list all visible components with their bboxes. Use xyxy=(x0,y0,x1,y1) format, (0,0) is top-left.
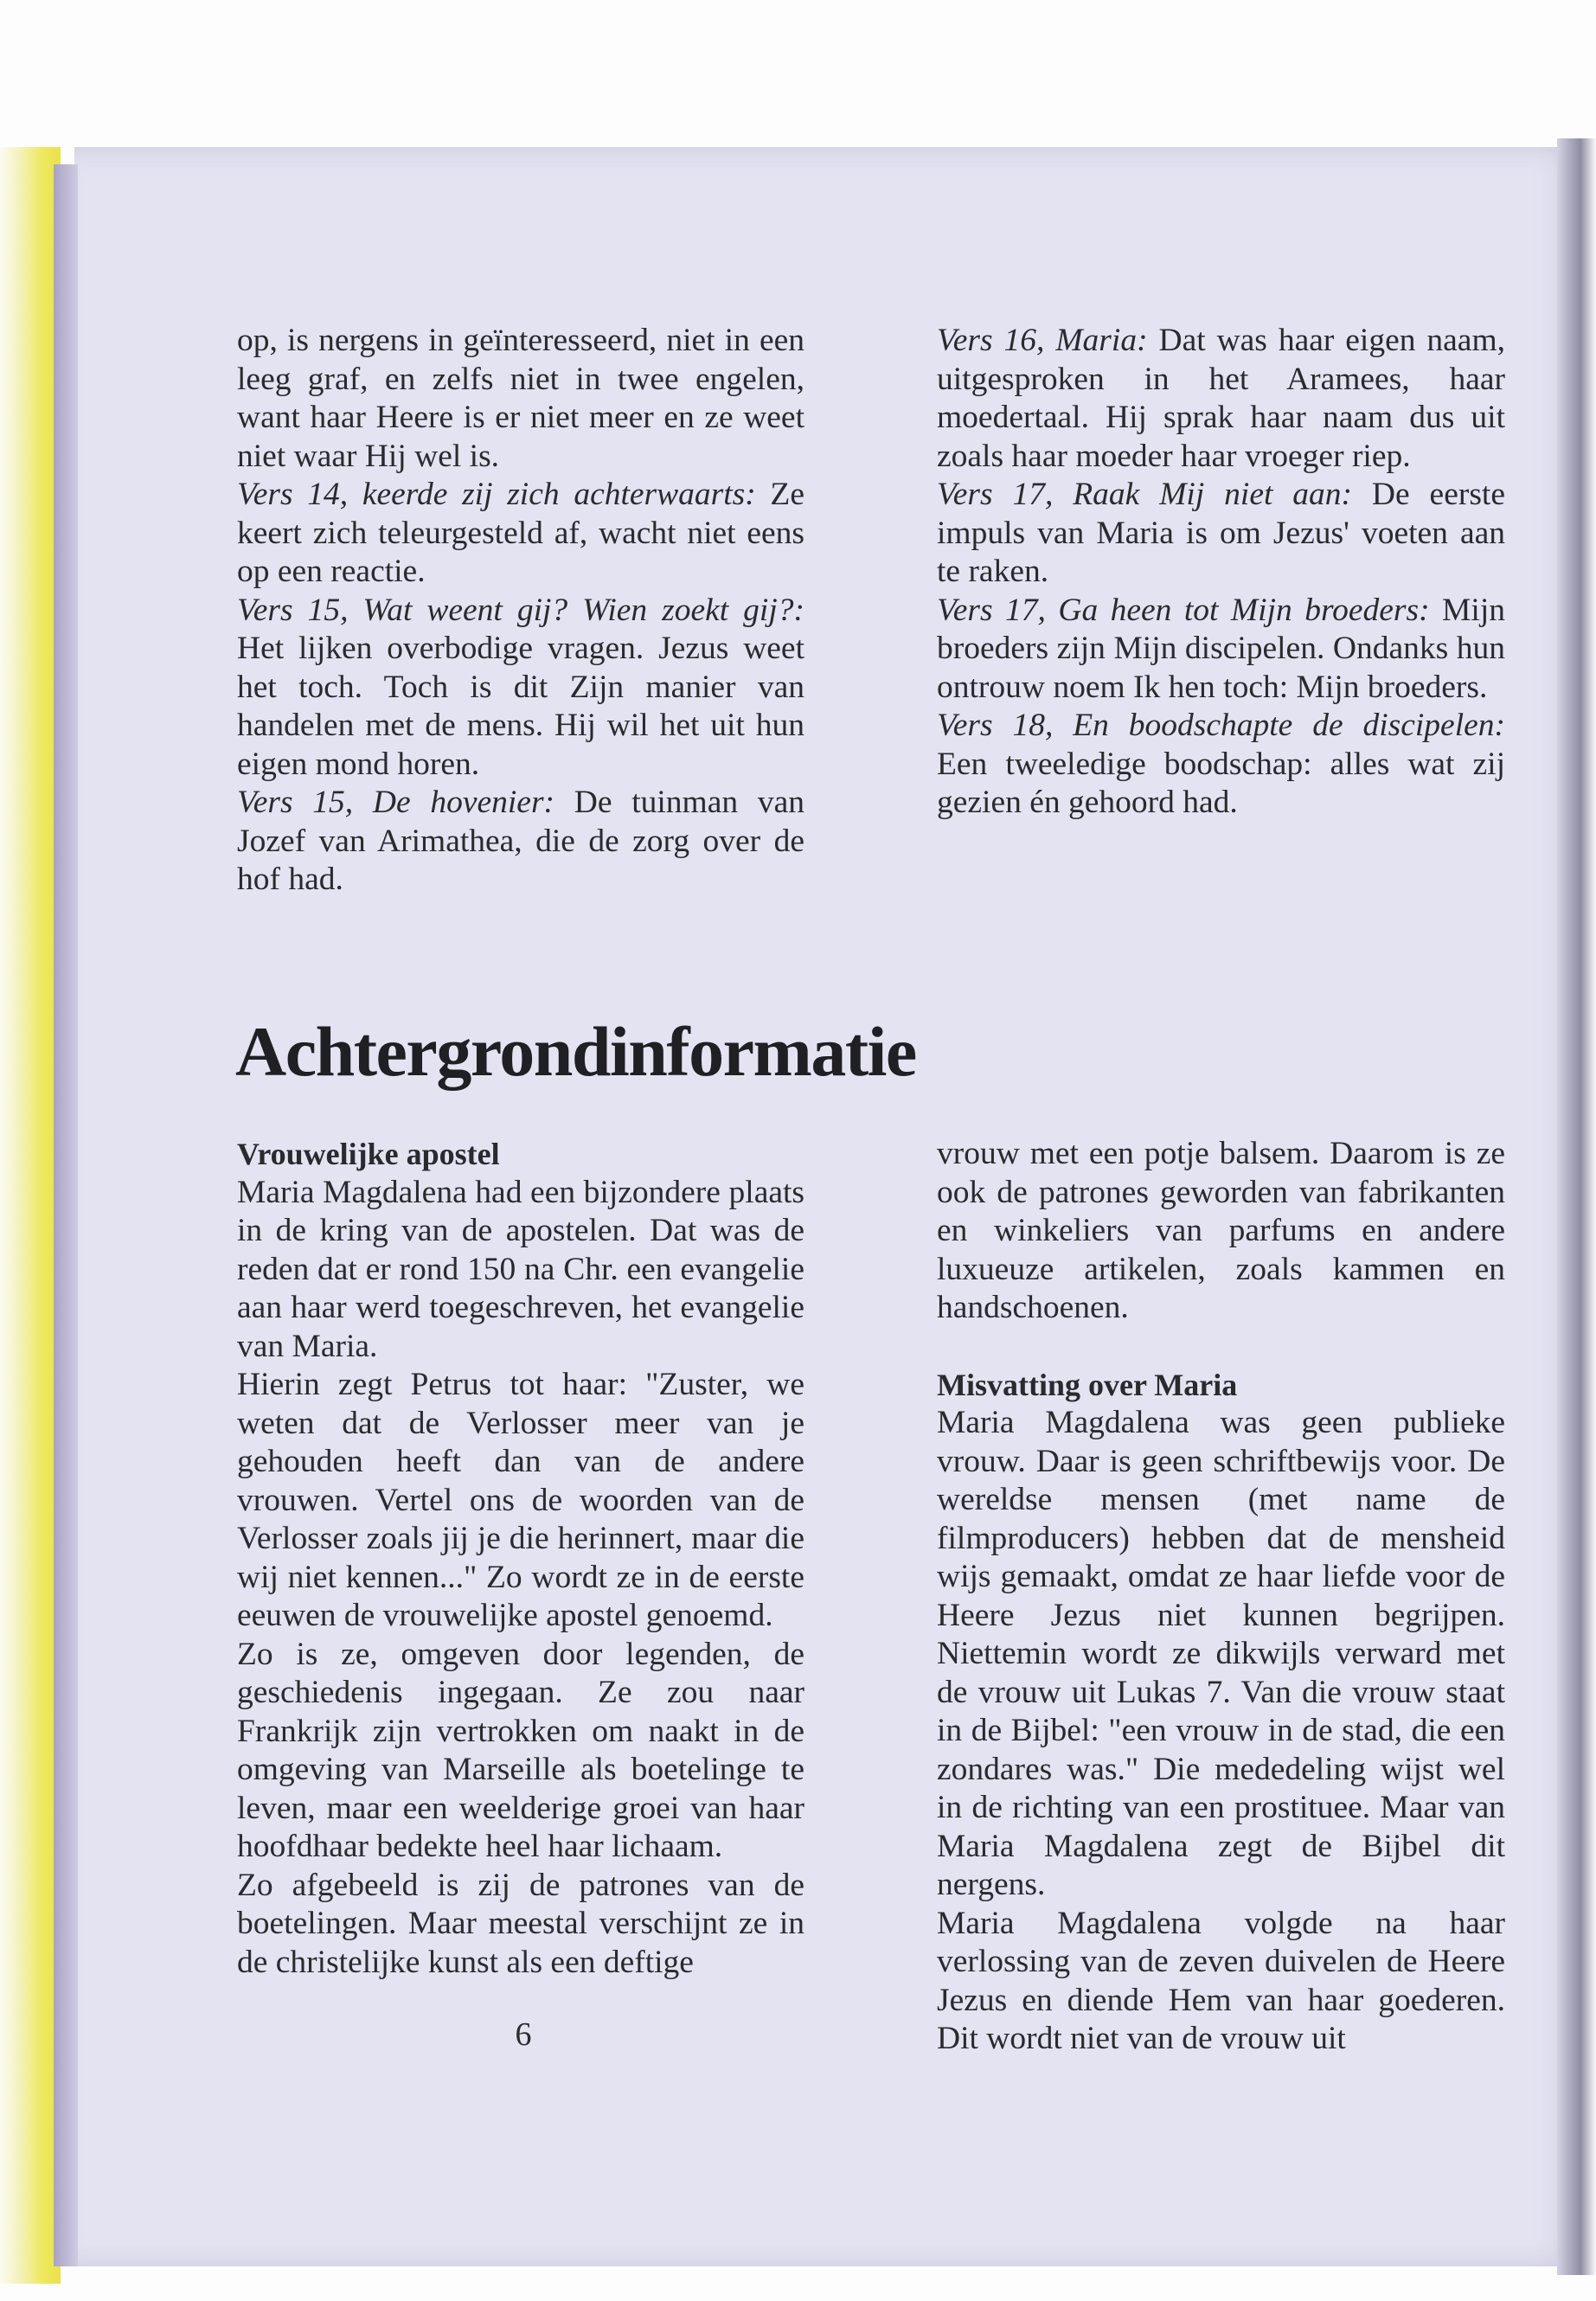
spacer xyxy=(937,1328,1505,1366)
column-top-right xyxy=(937,322,1505,823)
paragraph xyxy=(237,592,804,785)
paragraph: Maria Magdalena volgde na haar verlossing van de zeven duivelen de Heere Jezus en diende Hem van haar goederen. Dit wordt niet van de vrouw uit xyxy=(937,1905,1505,2056)
verse-text: Mijn broeders zijn Mijn discipelen. Ondanks hun ontrouw noem Ik hen toch: Mijn broeders. xyxy=(937,592,1505,705)
paragraph: vrouw met een potje balsem. Daarom is ze ook de patrones geworden van fabrikanten en winkeliers van parfums en andere luxueuze artikelen, zoals kammen en handschoenen. xyxy=(937,1136,1505,1325)
verse-text: Dat was haar eigen naam, uitgesproken in het Aramees, haar moedertaal. Hij sprak haar naam dus uit zoals haar moeder haar vroeger riep. xyxy=(937,323,1505,474)
subheading: Vrouwelijke apostel xyxy=(237,1137,500,1171)
paragraph: Maria Magdalena had een bijzondere plaats in de kring van de apostelen. Dat was de reden dat er rond 150 na Chr. een evangelie aan haar werd toegeschreven, het evangelie van Maria. xyxy=(237,1174,804,1364)
page-number: 6 xyxy=(515,2016,532,2053)
verse-text: De eerste impuls van Maria is om Jezus' voeten aan te raken. xyxy=(937,477,1505,589)
paragraph xyxy=(937,592,1505,708)
verse-label: Vers 15, De hovenier: xyxy=(237,785,555,820)
subheading: Misvatting over Maria xyxy=(937,1367,1238,1402)
verse-text: Het lijken overbodige vragen. Jezus weet het toch. Toch is dit Zijn manier van handelen met de mens. Hij wil het uit hun eigen mond horen. xyxy=(237,631,804,782)
paragraph xyxy=(237,476,804,592)
paragraph xyxy=(937,707,1505,823)
verse-label: Vers 14, keerde zij zich achterwaarts: xyxy=(237,477,756,512)
verse-label: Vers 17, Ga heen tot Mijn broeders: xyxy=(937,592,1430,628)
verse-text: De tuinman van Jozef van Arimathea, die de zorg over de hof had. xyxy=(237,785,804,897)
paragraph: Zo is ze, omgeven door legenden, de geschiedenis ingegaan. Ze zou naar Frankrijk zijn vertrokken om naakt in de omgeving van Marseille als boetelinge te leven, maar een weelderige groei van haar hoofdhaar bedekte heel haar lichaam. xyxy=(237,1636,804,1864)
paragraph xyxy=(937,322,1505,476)
column-bottom-left xyxy=(237,1135,804,1982)
verse-text: Ze keert zich teleurgesteld af, wacht niet eens op een reactie. xyxy=(237,477,804,589)
binding-strip xyxy=(54,164,78,2266)
page-edge-shadow xyxy=(1557,138,1596,2275)
verse-text: Een tweeledige boodschap: alles wat zij gezien én gehoord had. xyxy=(937,746,1505,820)
verse-label: Vers 16, Maria: xyxy=(937,323,1148,358)
section-heading: Achtergrondinformatie xyxy=(235,1012,916,1091)
column-bottom-right xyxy=(937,1135,1505,2059)
paragraph: Maria Magdalena was geen publieke vrouw. Daar is geen schriftbewijs voor. De wereldse mensen (met name de filmproducers) hebben dat de mensheid wijs gemaakt, omdat ze haar liefde voor de Heere Jezus niet kunnen begrijpen. Niettemin wordt ze dikwijls verward met de vrouw uit Lukas 7. Van die vrouw staat in de Bijbel: "een vrouw in de stad, die een zondares was." Die mededeling wijst wel in de richting van een prostituee. Maar van Maria Magdalena zegt de Bijbel dit nergens. xyxy=(937,1405,1505,1902)
paragraph: op, is nergens in geïnteresseerd, niet in een leeg graf, en zelfs niet in twee engelen, want haar Heere is er niet meer en ze weet niet waar Hij wel is. xyxy=(237,323,804,474)
column-top-left xyxy=(237,322,804,900)
verse-label: Vers 18, En boodschapte de discipelen: xyxy=(937,708,1505,743)
verse-label: Vers 15, Wat weent gij? Wien zoekt gij?: xyxy=(237,592,804,628)
paragraph: Hierin zegt Petrus tot haar: "Zuster, we weten dat de Verlosser meer van je gehouden heeft dan van de andere vrouwen. Vertel ons de woorden van de Verlosser zoals jij je die herinnert, maar die wij niet kennen..." Zo wordt ze in de eerste eeuwen de vrouwelijke apostel genoemd. xyxy=(237,1367,804,1633)
book-spine-edge xyxy=(0,147,61,2284)
paragraph xyxy=(937,476,1505,592)
paragraph xyxy=(237,784,804,900)
paragraph: Zo afgebeeld is zij de patrones van de boetelingen. Maar meestal verschijnt ze in de christelijke kunst als een deftige xyxy=(237,1867,804,1980)
verse-label: Vers 17, Raak Mij niet aan: xyxy=(937,477,1353,512)
